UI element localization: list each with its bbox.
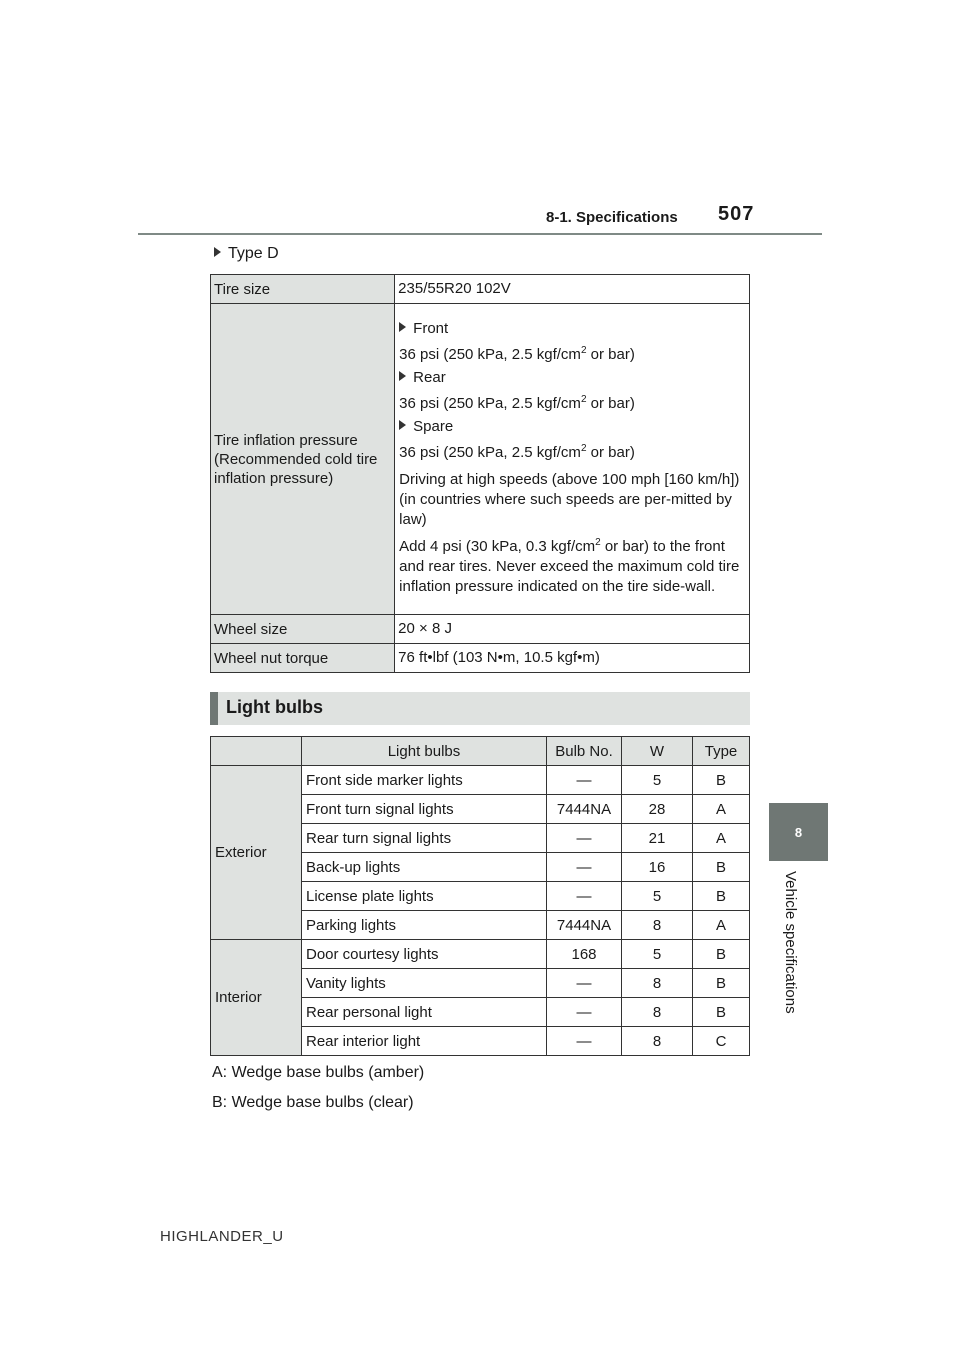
table-header-row xyxy=(211,737,750,766)
bulb-type: A xyxy=(693,911,750,940)
light-name: Parking lights xyxy=(302,911,547,940)
column-header: Bulb No. xyxy=(547,737,622,766)
light-name: License plate lights xyxy=(302,882,547,911)
bulb-number: 168 xyxy=(547,940,622,969)
bulb-type: A xyxy=(693,824,750,853)
page-number: 507 xyxy=(718,203,755,225)
wheel-size-label: Wheel size xyxy=(211,615,395,644)
wattage: 28 xyxy=(622,795,693,824)
bulb-number: — xyxy=(547,766,622,795)
column-header: Type xyxy=(693,737,750,766)
light-name: Rear interior light xyxy=(302,1027,547,1056)
tire-size-label: Tire size xyxy=(211,275,395,304)
front-pressure: 36 psi (250 kPa, 2.5 kgf/$cm^2$ or bar) xyxy=(399,344,635,363)
group-label-exterior: Exterior xyxy=(211,766,302,940)
light-name: Vanity lights xyxy=(302,969,547,998)
wattage: 8 xyxy=(622,998,693,1027)
light-bulbs-heading xyxy=(210,692,750,725)
table-row xyxy=(211,940,750,969)
type-label: Type D xyxy=(228,245,279,262)
light-name: Front side marker lights xyxy=(302,766,547,795)
bulb-type: B xyxy=(693,882,750,911)
light-name: Back-up lights xyxy=(302,853,547,882)
bulb-number: — xyxy=(547,998,622,1027)
wattage: 16 xyxy=(622,853,693,882)
section-title: 8-1. Specifications xyxy=(546,209,678,226)
light-name: Rear turn signal lights xyxy=(302,824,547,853)
bulb-type: A xyxy=(693,795,750,824)
bulb-number: — xyxy=(547,1027,622,1056)
light-bulbs-table xyxy=(210,736,750,1056)
heading-accent-bar xyxy=(210,692,218,725)
arrow-right-icon xyxy=(214,247,221,257)
legend-item-b: B: Wedge base bulbs (clear) xyxy=(212,1094,414,1111)
add-pressure-note: Add 4 psi (30 kPa, 0.3 kgf/$cm^2$ or bar) to the front and rear tires. Never exceed the maximum cold tire inflation pressure indicated on the tire side-wall. xyxy=(399,536,740,595)
front-subheading xyxy=(399,319,745,339)
rear-pressure: 36 psi (250 kPa, 2.5 kgf/$cm^2$ or bar) xyxy=(399,393,635,412)
wattage: 5 xyxy=(622,940,693,969)
table-row xyxy=(211,275,750,304)
tire-pressure-label: Tire inflation pressure (Recommended cold tire inflation pressure) xyxy=(211,304,395,615)
arrow-right-icon xyxy=(399,420,406,430)
bulb-number: — xyxy=(547,824,622,853)
group-label-interior: Interior xyxy=(211,940,302,1056)
light-name: Front turn signal lights xyxy=(302,795,547,824)
wheel-size-value: 20 × 8 J xyxy=(395,615,750,644)
chapter-label: Vehicle specifications xyxy=(782,871,799,1014)
bulb-number: — xyxy=(547,853,622,882)
wheel-nut-value: 76 ft•lbf (103 N•m, 10.5 kgf•m) xyxy=(395,644,750,673)
bulb-type: B xyxy=(693,940,750,969)
wattage: 8 xyxy=(622,911,693,940)
wattage: 5 xyxy=(622,766,693,795)
spare-subheading xyxy=(399,417,745,437)
rear-label: Rear xyxy=(413,368,446,386)
table-row xyxy=(211,304,750,615)
arrow-right-icon xyxy=(399,322,406,332)
spare-label: Spare xyxy=(413,417,454,435)
table-row xyxy=(211,644,750,673)
light-name: Door courtesy lights xyxy=(302,940,547,969)
chapter-tab: 8 xyxy=(769,803,828,861)
column-header xyxy=(211,737,302,766)
column-header: Light bulbs xyxy=(302,737,547,766)
wheel-nut-label: Wheel nut torque xyxy=(211,644,395,673)
bulb-number: 7444NA xyxy=(547,911,622,940)
wattage: 8 xyxy=(622,1027,693,1056)
type-heading xyxy=(214,245,279,263)
bulb-type: B xyxy=(693,766,750,795)
wattage: 8 xyxy=(622,969,693,998)
column-header: W xyxy=(622,737,693,766)
wattage: 21 xyxy=(622,824,693,853)
wattage: 5 xyxy=(622,882,693,911)
rear-subheading xyxy=(399,368,745,388)
tire-pressure-value xyxy=(395,304,750,615)
table-row xyxy=(211,615,750,644)
bulb-type: B xyxy=(693,853,750,882)
high-speed-note: Driving at high speeds (above 100 mph [160 km/h]) (in countries where such speeds are per-mitted by law) xyxy=(399,470,740,528)
bulb-type: B xyxy=(693,969,750,998)
bulb-number: — xyxy=(547,882,622,911)
front-label: Front xyxy=(413,319,449,337)
spare-pressure: 36 psi (250 kPa, 2.5 kgf/$cm^2$ or bar) xyxy=(399,442,635,461)
bulb-number: — xyxy=(547,969,622,998)
light-bulbs-heading-text: Light bulbs xyxy=(226,697,323,717)
bulb-number: 7444NA xyxy=(547,795,622,824)
bulb-type: C xyxy=(693,1027,750,1056)
arrow-right-icon xyxy=(399,371,406,381)
tire-size-value: 235/55R20 102V xyxy=(395,275,750,304)
light-name: Rear personal light xyxy=(302,998,547,1027)
bulb-type: B xyxy=(693,998,750,1027)
footer-model-code: HIGHLANDER_U xyxy=(160,1228,284,1245)
legend-item-a: A: Wedge base bulbs (amber) xyxy=(212,1064,425,1081)
header-rule xyxy=(138,233,822,235)
tire-spec-table xyxy=(210,274,750,673)
table-row xyxy=(211,766,750,795)
